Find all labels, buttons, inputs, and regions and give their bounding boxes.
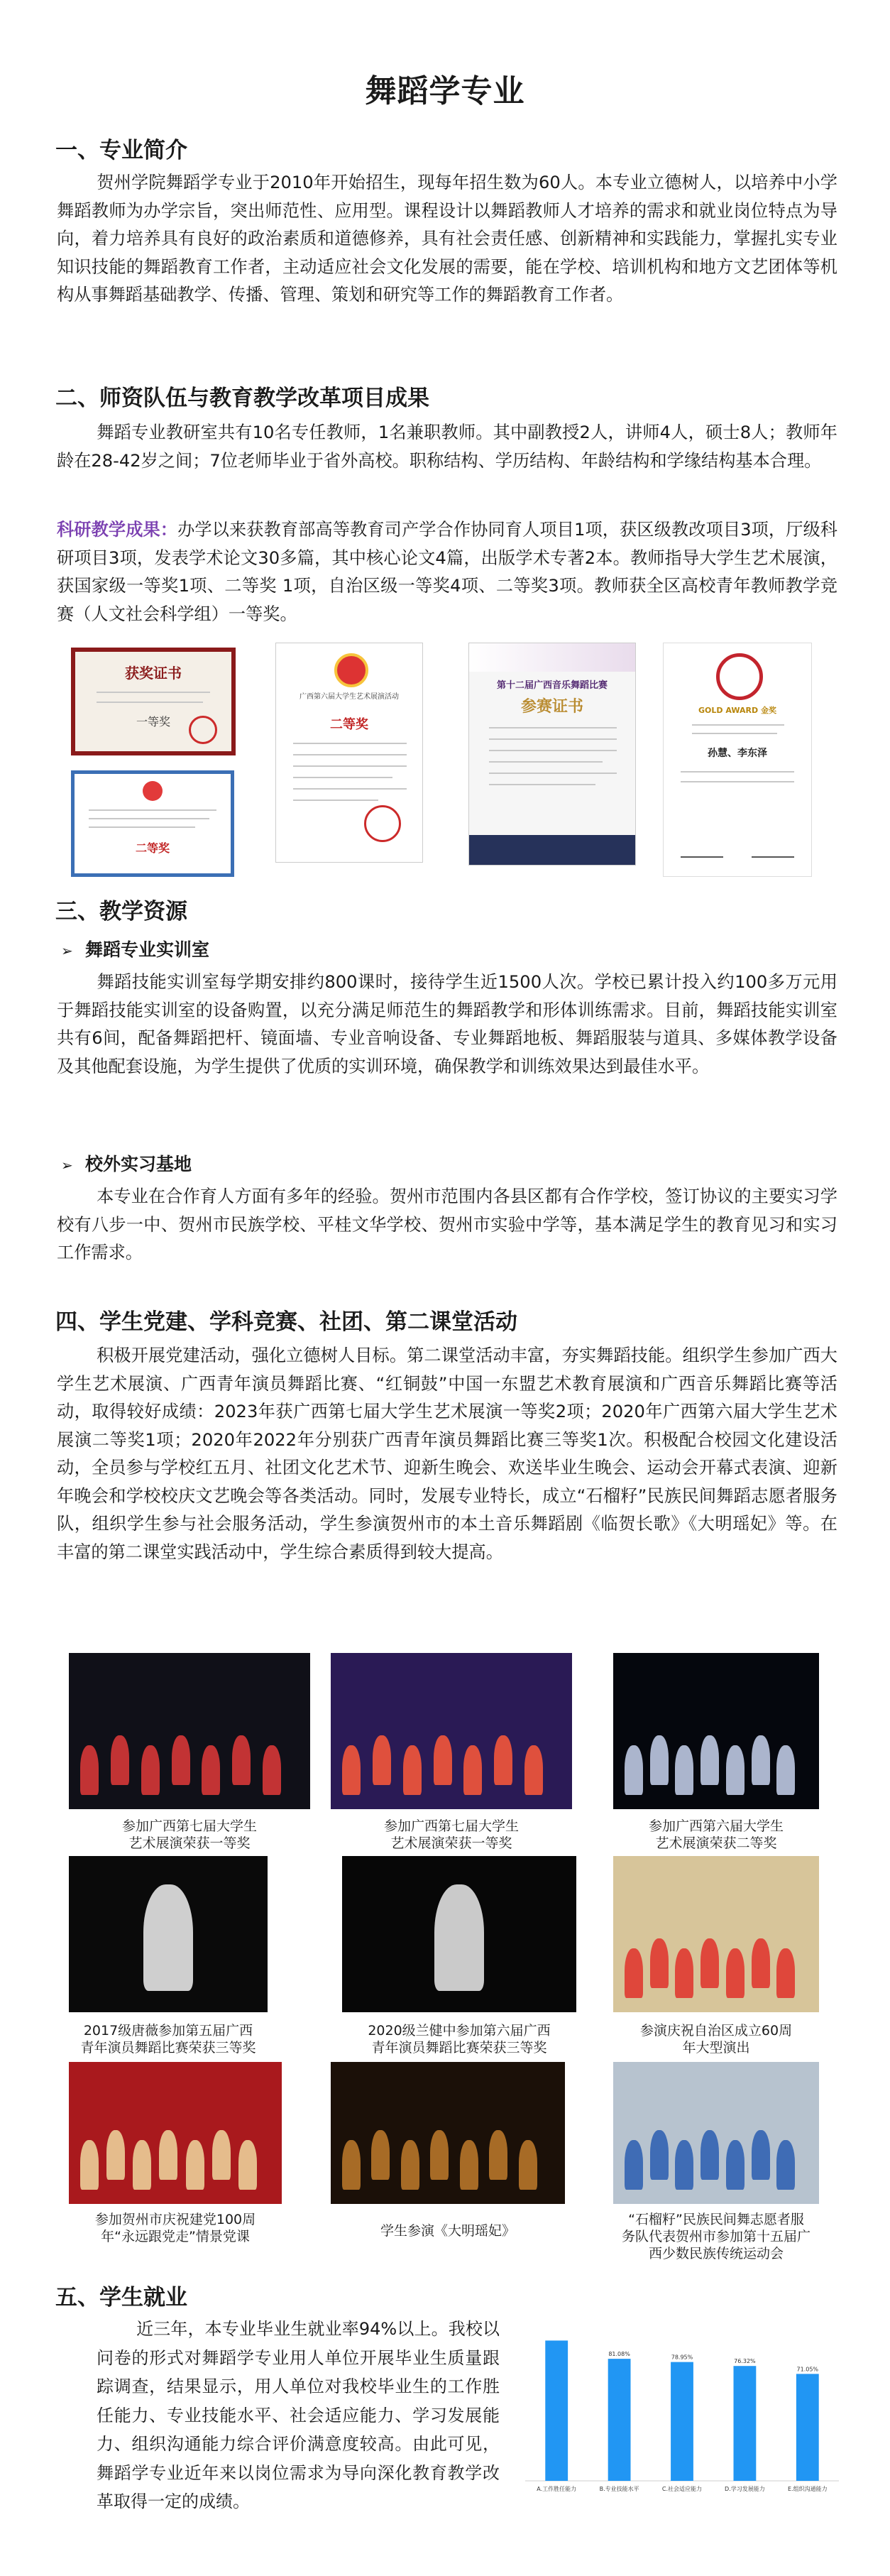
- dancer-figure: [776, 1745, 795, 1795]
- activity-photo: [331, 2062, 565, 2204]
- dancer-figure: [434, 1735, 452, 1785]
- dancer-figure: [159, 2130, 177, 2180]
- dancer-figure: [232, 1735, 251, 1785]
- dancer-figure: [434, 1884, 484, 1991]
- certificate-title: 获奖证书: [125, 665, 182, 682]
- arrow-icon: ➢: [61, 1157, 73, 1174]
- dancer-figure: [371, 2130, 390, 2180]
- dancer-figure: [80, 2140, 99, 2190]
- employment-paragraph: [97, 2315, 500, 2516]
- dancer-figure: [172, 1735, 190, 1785]
- dancer-figure: [430, 2130, 449, 2180]
- dancer-figure: [752, 1938, 770, 1988]
- emblem-icon: [143, 781, 163, 801]
- dancer-figure: [625, 1948, 643, 1998]
- dancer-figure: [726, 2140, 745, 2190]
- chart-category-label: D.学习发展能力: [725, 2486, 765, 2492]
- certificate-art-exhibition: [275, 643, 423, 863]
- dancer-figure: [489, 2130, 507, 2180]
- activity-photo: [69, 1856, 268, 2012]
- dancer-figure: [80, 1745, 99, 1795]
- dancer-figure: [675, 1948, 693, 1998]
- activities-text: 积极开展党建活动，强化立德树人目标。第二课堂活动丰富，夯实舞蹈技能。组织学生参加广西大学生艺术展演、广西青年演员舞蹈比赛、“红铜鼓”中国一东盟艺术教育展演和广西音乐舞蹈比赛等活动，取得较好成绩：2023年获广西第七届大学生艺术展演一等奖2项；2020年广西第六届大学生艺术展演二等奖1项；2020年2022年分别获广西青年演员舞蹈比赛三等奖1次。积极配合校园文化建设活动，全员参与学校红五月、社团文化艺术节、迎新生晚会、欢送毕业生晚会、运动会开幕式表演、迎新年晚会和学校校庆文艺晚会等各类活动。同时，发展专业特长，成立“石榴籽”民族民间舞蹈志愿者服务队，组织学生参与社会服务活动，学生参演贺州市的本土音乐舞蹈剧《临贺长歌》《大明瑶妃》等。在丰富的第二课堂实践活动中，学生综合素质得到较大提高。: [57, 1346, 837, 1562]
- section-heading-activities: 四、学生党建、学科竞赛、社团、第二课堂活动: [55, 1309, 517, 1335]
- photo-caption: 参加广西第七届大学生 艺术展演荣获一等奖: [383, 1818, 519, 1851]
- dancer-figure: [701, 2130, 719, 2180]
- dancer-figure: [238, 2140, 257, 2190]
- dancer-figure: [494, 1735, 512, 1785]
- dancer-figure: [752, 2130, 770, 2180]
- activity-photo: [69, 1653, 310, 1809]
- dancer-figure: [524, 1745, 543, 1795]
- certificate-title: 第十二届广西音乐舞蹈比赛: [496, 680, 608, 691]
- activity-photo: [342, 1856, 576, 2012]
- dancer-figure: [141, 1745, 160, 1795]
- activities-paragraph: [57, 1342, 837, 1566]
- photo-caption: 参加贺州市庆祝建党100周 年“永远跟党走”情景党课: [94, 2212, 256, 2244]
- dancer-figure: [675, 1745, 693, 1795]
- dancer-figure: [650, 1938, 669, 1988]
- satisfaction-chart: [508, 2316, 846, 2515]
- photo-caption: “石榴籽”民族民间舞志愿者服 务队代表贺州市参加第十五届广 西少数民族传统运动会: [621, 2212, 811, 2261]
- section-heading-resources: 三、教学资源: [55, 899, 187, 924]
- dancer-figure: [212, 2130, 231, 2180]
- dancer-figure: [650, 2130, 669, 2180]
- photo-caption: 学生参演《大明瑶妃》: [380, 2223, 515, 2239]
- intro-text: 贺州学院舞蹈学专业于2010年开始招生，现每年招生数为60人。本专业立德树人，以培养中小学舞蹈教师为办学宗旨，突出师范性、应用型。课程设计以舞蹈教师人才培养的需求和就业岗位特点为导向，着力培养具有良好的政治素质和道德修养，具有社会责任感、创新精神和实践能力，掌握扎实专业知识技能的舞蹈教育工作者，主动适应社会文化发展的需要，能在学校、培训机构和地方文艺团体等机构从事舞蹈基础教学、传播、管理、策划和研究等工作的舞蹈教育工作者。: [57, 173, 837, 305]
- dancer-figure: [143, 1884, 193, 1991]
- subheading-text: 校外实习基地: [85, 1154, 192, 1174]
- arrow-icon: ➢: [61, 942, 73, 959]
- dancer-figure: [776, 2140, 795, 2190]
- chart-bar: [671, 2362, 693, 2481]
- dancer-figure: [460, 2140, 478, 2190]
- certificate-music-dance: [468, 643, 636, 866]
- dancer-figure: [463, 1745, 482, 1795]
- badge-icon: [334, 653, 368, 687]
- certificate-names: 孙慧、李东泽: [708, 748, 767, 759]
- chart-category-label: C.社会适应能力: [661, 2486, 703, 2492]
- page-title: 舞蹈学专业: [365, 73, 525, 109]
- faculty-text: 舞蹈专业教研室共有10名专任教师，1名兼职教师。其中副教授2人，讲师4人，硕士8人；教师年龄在28-42岁之间；7位老师毕业于省外高校。职称结构、学历结构、年龄结构和学缘结构基本合理。: [57, 422, 837, 471]
- dancer-figure: [625, 1745, 643, 1795]
- photo-caption: 2017级唐薇参加第五届广西 青年演员舞蹈比赛荣获三等奖: [80, 2023, 256, 2056]
- dancer-figure: [186, 2140, 204, 2190]
- certificate-second-prize: [71, 770, 234, 877]
- dancer-figure: [342, 1745, 361, 1795]
- chart-bar: [545, 2340, 568, 2481]
- dancer-figure: [650, 1735, 669, 1785]
- chart-bar: [608, 2359, 631, 2481]
- certificate-title: GOLD AWARD 金奖: [698, 706, 776, 715]
- chart-bar: [796, 2374, 819, 2481]
- dancer-figure: [342, 2140, 361, 2190]
- chart-value-label: 78.95%: [671, 2354, 693, 2361]
- research-paragraph: [57, 516, 837, 628]
- certificate-award: 参赛证书: [520, 698, 583, 716]
- dancer-figure: [752, 1735, 770, 1785]
- dancer-figure: [701, 1938, 719, 1988]
- certificate-gold-award: [663, 643, 812, 877]
- practice-base-text: 本专业在合作育人方面有多年的经验。贺州市范围内各县区都有合作学校，签订协议的主要实习学校有八步一中、贺州市民族学校、平桂文华学校、贺州市实验中学等，基本满足学生的教育见习和实习工作需求。: [57, 1186, 837, 1262]
- chart-category-label: B.专业技能水平: [599, 2486, 639, 2492]
- dancer-figure: [726, 1745, 745, 1795]
- training-room-text: 舞蹈技能实训室每学期安排约800课时，接待学生近1500人次。学校已累计投入约100多万元用于舞蹈技能实训室的设备购置，以充分满足师范生的舞蹈教学和形体训练需求。目前，舞蹈技能实训室共有6间，配备舞蹈把杆、镜面墙、专业音响设备、专业舞蹈地板、舞蹈服装与道具、多媒体教学设备及其他配套设施，为学生提供了优质的实训环境，确保教学和训练效果达到最佳水平。: [57, 972, 837, 1076]
- practice-base-paragraph: [57, 1183, 837, 1267]
- dancer-figure: [776, 1948, 795, 1998]
- dancer-figure: [675, 2140, 693, 2190]
- activity-photo: [613, 1856, 819, 2012]
- chart-bar: [733, 2366, 756, 2481]
- certificate-award: 二等奖: [135, 841, 170, 855]
- activity-photo: [613, 2062, 819, 2204]
- chart-value-label: 76.32%: [734, 2358, 756, 2365]
- dancer-figure: [726, 1948, 745, 1998]
- employment-text: 近三年，本专业毕业生就业率94%以上。我校以问卷的形式对舞蹈学专业用人单位开展毕业生质量跟踪调查，结果显示，用人单位对我校毕业生的工作胜任能力、专业技能水平、社会适应能力、学习发展能力、组织沟通能力综合评价满意度较高。由此可见，舞蹈学专业近年来以岗位需求为导向深化教育教学改革取得一定的成绩。: [97, 2319, 500, 2511]
- activity-photo: [69, 2062, 282, 2204]
- certificate-title: 广西第六届大学生艺术展演活动: [300, 693, 399, 701]
- certificate-first-prize: [71, 648, 236, 755]
- chart-category-label: E.组织沟通能力: [787, 2486, 828, 2492]
- seal-icon: [364, 805, 401, 842]
- dancer-figure: [106, 2130, 125, 2180]
- seal-icon: [189, 716, 217, 744]
- logo-icon: [716, 653, 763, 700]
- dancer-figure: [403, 1745, 422, 1795]
- dancer-figure: [373, 1735, 391, 1785]
- faculty-paragraph: [57, 419, 837, 475]
- chart-category-label: A.工作胜任能力: [537, 2486, 577, 2492]
- activity-photo: [331, 1653, 572, 1809]
- dancer-figure: [519, 2140, 537, 2190]
- training-room-paragraph: [57, 968, 837, 1081]
- intro-paragraph: [57, 169, 837, 310]
- dancer-figure: [133, 2140, 151, 2190]
- chart-value-label: 71.05%: [796, 2366, 819, 2373]
- chart-value-label: 81.08%: [608, 2351, 630, 2358]
- dancer-figure: [701, 1735, 719, 1785]
- dancer-figure: [263, 1745, 281, 1795]
- section-heading-intro: 一、专业简介: [55, 138, 187, 163]
- activity-photo: [613, 1653, 819, 1809]
- subheading-practice-base: [61, 1150, 192, 1176]
- research-text: 办学以来获教育部高等教育司产学合作协同育人项目1项，获区级教改项目3项，厅级科研项目3项，发表学术论文30多篇，其中核心论文4篇，出版学术专著2本。教师指导大学生艺术展演，获国家级一等奖1项、二等奖 1项，自治区级一等奖4项、二等奖3项。教师获全区高校青年教师教学竞赛（人文社会科学组）一等奖。: [57, 520, 837, 624]
- photo-caption: 参加广西第七届大学生 艺术展演荣获一等奖: [121, 1818, 257, 1851]
- dancer-figure: [111, 1735, 129, 1785]
- dancer-figure: [401, 2140, 419, 2190]
- photo-caption: 2020级兰健中参加第六届广西 青年演员舞蹈比赛荣获三等奖: [368, 2023, 551, 2056]
- research-keyword: 科研教学成果：: [57, 520, 178, 540]
- photo-caption: 参演庆祝自治区成立60周 年大型演出: [639, 2023, 793, 2056]
- section-heading-faculty: 二、师资队伍与教育教学改革项目成果: [55, 386, 429, 411]
- subheading-training-room: [61, 936, 209, 961]
- certificate-award: 二等奖: [330, 717, 368, 732]
- certificate-award: 一等奖: [136, 715, 170, 728]
- section-heading-employment: 五、学生就业: [55, 2285, 187, 2310]
- subheading-text: 舞蹈专业实训室: [85, 939, 210, 960]
- dancer-figure: [202, 1745, 220, 1795]
- dancer-figure: [625, 2140, 643, 2190]
- photo-caption: 参加广西第六届大学生 艺术展演荣获二等奖: [648, 1818, 784, 1851]
